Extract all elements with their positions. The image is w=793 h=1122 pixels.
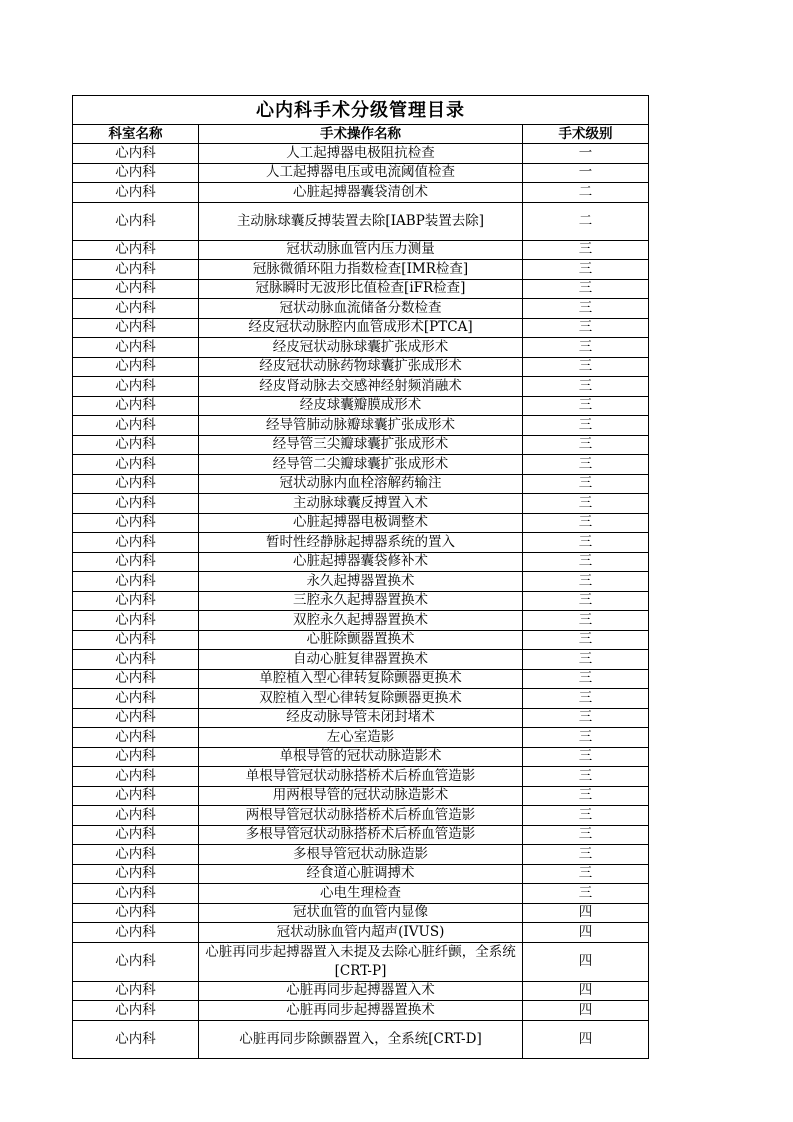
level-cell: 三 bbox=[523, 591, 649, 611]
procedure-cell: 经皮肾动脉去交感神经射频消融术 bbox=[199, 377, 523, 397]
department-cell: 心内科 bbox=[73, 864, 199, 884]
level-cell: 三 bbox=[523, 552, 649, 572]
procedure-cell: 经皮动脉导管未闭封堵术 bbox=[199, 708, 523, 728]
column-header-procedure: 手术操作名称 bbox=[199, 125, 523, 144]
table-row bbox=[73, 260, 649, 280]
procedure-cell: 经皮冠状动脉腔内血管成形术[PTCA] bbox=[199, 318, 523, 338]
department-cell: 心内科 bbox=[73, 1001, 199, 1021]
procedure-cell: 心脏再同步起搏器置入未提及去除心脏纤颤，全系统[CRT-P] bbox=[199, 942, 523, 981]
table-row bbox=[73, 299, 649, 319]
procedure-cell: 心脏再同步起搏器置换术 bbox=[199, 1001, 523, 1021]
level-cell: 四 bbox=[523, 981, 649, 1001]
table-row bbox=[73, 942, 649, 981]
table-row bbox=[73, 396, 649, 416]
department-cell: 心内科 bbox=[73, 202, 199, 240]
department-cell: 心内科 bbox=[73, 494, 199, 514]
procedure-cell: 心脏除颤器置换术 bbox=[199, 630, 523, 650]
department-cell: 心内科 bbox=[73, 669, 199, 689]
table-row bbox=[73, 202, 649, 240]
department-cell: 心内科 bbox=[73, 240, 199, 260]
procedure-cell: 两根导管冠状动脉搭桥术后桥血管造影 bbox=[199, 806, 523, 826]
table-row bbox=[73, 611, 649, 631]
department-cell: 心内科 bbox=[73, 591, 199, 611]
table-row bbox=[73, 786, 649, 806]
department-cell: 心内科 bbox=[73, 552, 199, 572]
table-row bbox=[73, 240, 649, 260]
procedure-cell: 多根导管冠状动脉造影 bbox=[199, 845, 523, 865]
table-row bbox=[73, 163, 649, 183]
table-row bbox=[73, 552, 649, 572]
table-row bbox=[73, 689, 649, 709]
table-row bbox=[73, 630, 649, 650]
level-cell: 三 bbox=[523, 357, 649, 377]
level-cell: 三 bbox=[523, 728, 649, 748]
procedure-table bbox=[72, 95, 649, 1059]
level-cell: 三 bbox=[523, 669, 649, 689]
procedure-cell: 冠状动脉内血栓溶解药输注 bbox=[199, 474, 523, 494]
column-header-level: 手术级别 bbox=[523, 125, 649, 144]
department-cell: 心内科 bbox=[73, 572, 199, 592]
table-row bbox=[73, 513, 649, 533]
procedure-cell: 三腔永久起搏器置换术 bbox=[199, 591, 523, 611]
department-cell: 心内科 bbox=[73, 981, 199, 1001]
procedure-cell: 经食道心脏调搏术 bbox=[199, 864, 523, 884]
level-cell: 三 bbox=[523, 747, 649, 767]
table-row bbox=[73, 845, 649, 865]
department-cell: 心内科 bbox=[73, 533, 199, 553]
level-cell: 二 bbox=[523, 202, 649, 240]
procedure-cell: 自动心脏复律器置换术 bbox=[199, 650, 523, 670]
department-cell: 心内科 bbox=[73, 163, 199, 183]
table-row bbox=[73, 708, 649, 728]
level-cell: 三 bbox=[523, 845, 649, 865]
department-cell: 心内科 bbox=[73, 630, 199, 650]
procedure-cell: 冠脉微循环阻力指数检查[IMR检查] bbox=[199, 260, 523, 280]
procedure-cell: 心脏起搏器囊袋修补术 bbox=[199, 552, 523, 572]
level-cell: 三 bbox=[523, 767, 649, 787]
procedure-cell: 永久起搏器置换术 bbox=[199, 572, 523, 592]
level-cell: 四 bbox=[523, 1020, 649, 1058]
table-row bbox=[73, 1001, 649, 1021]
table-row bbox=[73, 338, 649, 358]
table-row bbox=[73, 981, 649, 1001]
department-cell: 心内科 bbox=[73, 611, 199, 631]
procedure-cell: 心电生理检查 bbox=[199, 884, 523, 904]
department-cell: 心内科 bbox=[73, 689, 199, 709]
department-cell: 心内科 bbox=[73, 513, 199, 533]
level-cell: 三 bbox=[523, 572, 649, 592]
table-row bbox=[73, 806, 649, 826]
department-cell: 心内科 bbox=[73, 747, 199, 767]
department-cell: 心内科 bbox=[73, 435, 199, 455]
table-row bbox=[73, 318, 649, 338]
level-cell: 三 bbox=[523, 806, 649, 826]
procedure-cell: 双腔永久起搏器置换术 bbox=[199, 611, 523, 631]
procedure-cell: 经皮冠状动脉球囊扩张成形术 bbox=[199, 338, 523, 358]
table-row bbox=[73, 747, 649, 767]
procedure-cell: 经导管二尖瓣球囊扩张成形术 bbox=[199, 455, 523, 475]
procedure-cell: 心脏再同步起搏器置入术 bbox=[199, 981, 523, 1001]
level-cell: 三 bbox=[523, 338, 649, 358]
department-cell: 心内科 bbox=[73, 474, 199, 494]
department-cell: 心内科 bbox=[73, 377, 199, 397]
level-cell: 四 bbox=[523, 923, 649, 943]
department-cell: 心内科 bbox=[73, 942, 199, 981]
department-cell: 心内科 bbox=[73, 260, 199, 280]
level-cell: 一 bbox=[523, 144, 649, 164]
level-cell: 四 bbox=[523, 942, 649, 981]
department-cell: 心内科 bbox=[73, 357, 199, 377]
procedure-cell: 心脏起搏器电极调整术 bbox=[199, 513, 523, 533]
table-row bbox=[73, 533, 649, 553]
procedure-cell: 经皮球囊瓣膜成形术 bbox=[199, 396, 523, 416]
title-row bbox=[73, 96, 649, 125]
table-row bbox=[73, 884, 649, 904]
level-cell: 三 bbox=[523, 416, 649, 436]
level-cell: 三 bbox=[523, 786, 649, 806]
level-cell: 三 bbox=[523, 396, 649, 416]
procedure-cell: 冠状动脉血管内超声(IVUS) bbox=[199, 923, 523, 943]
level-cell: 四 bbox=[523, 1001, 649, 1021]
procedure-cell: 经导管肺动脉瓣球囊扩张成形术 bbox=[199, 416, 523, 436]
department-cell: 心内科 bbox=[73, 396, 199, 416]
table-row bbox=[73, 494, 649, 514]
procedure-cell: 双腔植入型心律转复除颤器更换术 bbox=[199, 689, 523, 709]
procedure-cell: 人工起搏器电极阻抗检查 bbox=[199, 144, 523, 164]
procedure-cell: 主动脉球囊反搏置入术 bbox=[199, 494, 523, 514]
department-cell: 心内科 bbox=[73, 884, 199, 904]
level-cell: 三 bbox=[523, 455, 649, 475]
level-cell: 三 bbox=[523, 611, 649, 631]
department-cell: 心内科 bbox=[73, 923, 199, 943]
procedure-cell: 人工起搏器电压或电流阈值检查 bbox=[199, 163, 523, 183]
procedure-cell: 多根导管冠状动脉搭桥术后桥血管造影 bbox=[199, 825, 523, 845]
level-cell: 三 bbox=[523, 650, 649, 670]
department-cell: 心内科 bbox=[73, 650, 199, 670]
level-cell: 三 bbox=[523, 884, 649, 904]
department-cell: 心内科 bbox=[73, 806, 199, 826]
procedure-cell: 暂时性经静脉起搏器系统的置入 bbox=[199, 533, 523, 553]
level-cell: 三 bbox=[523, 864, 649, 884]
table-row bbox=[73, 416, 649, 436]
procedure-cell: 单根导管的冠状动脉造影术 bbox=[199, 747, 523, 767]
procedure-cell: 经导管三尖瓣球囊扩张成形术 bbox=[199, 435, 523, 455]
level-cell: 三 bbox=[523, 435, 649, 455]
procedure-cell: 冠状动脉血流储备分数检查 bbox=[199, 299, 523, 319]
department-cell: 心内科 bbox=[73, 903, 199, 923]
level-cell: 三 bbox=[523, 533, 649, 553]
department-cell: 心内科 bbox=[73, 767, 199, 787]
table-row bbox=[73, 669, 649, 689]
level-cell: 三 bbox=[523, 689, 649, 709]
table-row bbox=[73, 923, 649, 943]
department-cell: 心内科 bbox=[73, 728, 199, 748]
department-cell: 心内科 bbox=[73, 338, 199, 358]
level-cell: 三 bbox=[523, 377, 649, 397]
table-row bbox=[73, 357, 649, 377]
level-cell: 三 bbox=[523, 318, 649, 338]
level-cell: 三 bbox=[523, 630, 649, 650]
department-cell: 心内科 bbox=[73, 299, 199, 319]
table-row bbox=[73, 1020, 649, 1058]
department-cell: 心内科 bbox=[73, 786, 199, 806]
level-cell: 一 bbox=[523, 163, 649, 183]
table-row bbox=[73, 825, 649, 845]
procedure-cell: 用两根导管的冠状动脉造影术 bbox=[199, 786, 523, 806]
procedure-cell: 冠脉瞬时无波形比值检查[iFR检查] bbox=[199, 279, 523, 299]
level-cell: 三 bbox=[523, 240, 649, 260]
procedure-cell: 单腔植入型心律转复除颤器更换术 bbox=[199, 669, 523, 689]
table-row bbox=[73, 279, 649, 299]
procedure-cell: 心脏起搏器囊袋清创术 bbox=[199, 183, 523, 203]
department-cell: 心内科 bbox=[73, 416, 199, 436]
table-title: 心内科手术分级管理目录 bbox=[73, 96, 649, 125]
level-cell: 三 bbox=[523, 299, 649, 319]
table-row bbox=[73, 474, 649, 494]
department-cell: 心内科 bbox=[73, 318, 199, 338]
department-cell: 心内科 bbox=[73, 183, 199, 203]
procedure-cell: 单根导管冠状动脉搭桥术后桥血管造影 bbox=[199, 767, 523, 787]
level-cell: 三 bbox=[523, 513, 649, 533]
department-cell: 心内科 bbox=[73, 144, 199, 164]
table-row bbox=[73, 767, 649, 787]
table-row bbox=[73, 144, 649, 164]
level-cell: 三 bbox=[523, 474, 649, 494]
level-cell: 三 bbox=[523, 708, 649, 728]
procedure-cell: 心脏再同步除颤器置入，全系统[CRT-D] bbox=[199, 1020, 523, 1058]
header-row bbox=[73, 125, 649, 144]
department-cell: 心内科 bbox=[73, 825, 199, 845]
procedure-cell: 经皮冠状动脉药物球囊扩张成形术 bbox=[199, 357, 523, 377]
level-cell: 二 bbox=[523, 183, 649, 203]
table-row bbox=[73, 572, 649, 592]
procedure-cell: 冠状动脉血管内压力测量 bbox=[199, 240, 523, 260]
table-row bbox=[73, 435, 649, 455]
table-row bbox=[73, 728, 649, 748]
table-row bbox=[73, 864, 649, 884]
department-cell: 心内科 bbox=[73, 455, 199, 475]
procedure-cell: 冠状血管的血管内显像 bbox=[199, 903, 523, 923]
procedure-cell: 主动脉球囊反搏装置去除[IABP装置去除] bbox=[199, 202, 523, 240]
table-row bbox=[73, 650, 649, 670]
procedure-cell: 左心室造影 bbox=[199, 728, 523, 748]
level-cell: 三 bbox=[523, 279, 649, 299]
level-cell: 三 bbox=[523, 494, 649, 514]
table-row bbox=[73, 591, 649, 611]
table-row bbox=[73, 377, 649, 397]
department-cell: 心内科 bbox=[73, 708, 199, 728]
department-cell: 心内科 bbox=[73, 1020, 199, 1058]
table-row bbox=[73, 183, 649, 203]
column-header-department: 科室名称 bbox=[73, 125, 199, 144]
department-cell: 心内科 bbox=[73, 845, 199, 865]
level-cell: 四 bbox=[523, 903, 649, 923]
table-row bbox=[73, 903, 649, 923]
table-row bbox=[73, 455, 649, 475]
level-cell: 三 bbox=[523, 825, 649, 845]
department-cell: 心内科 bbox=[73, 279, 199, 299]
level-cell: 三 bbox=[523, 260, 649, 280]
